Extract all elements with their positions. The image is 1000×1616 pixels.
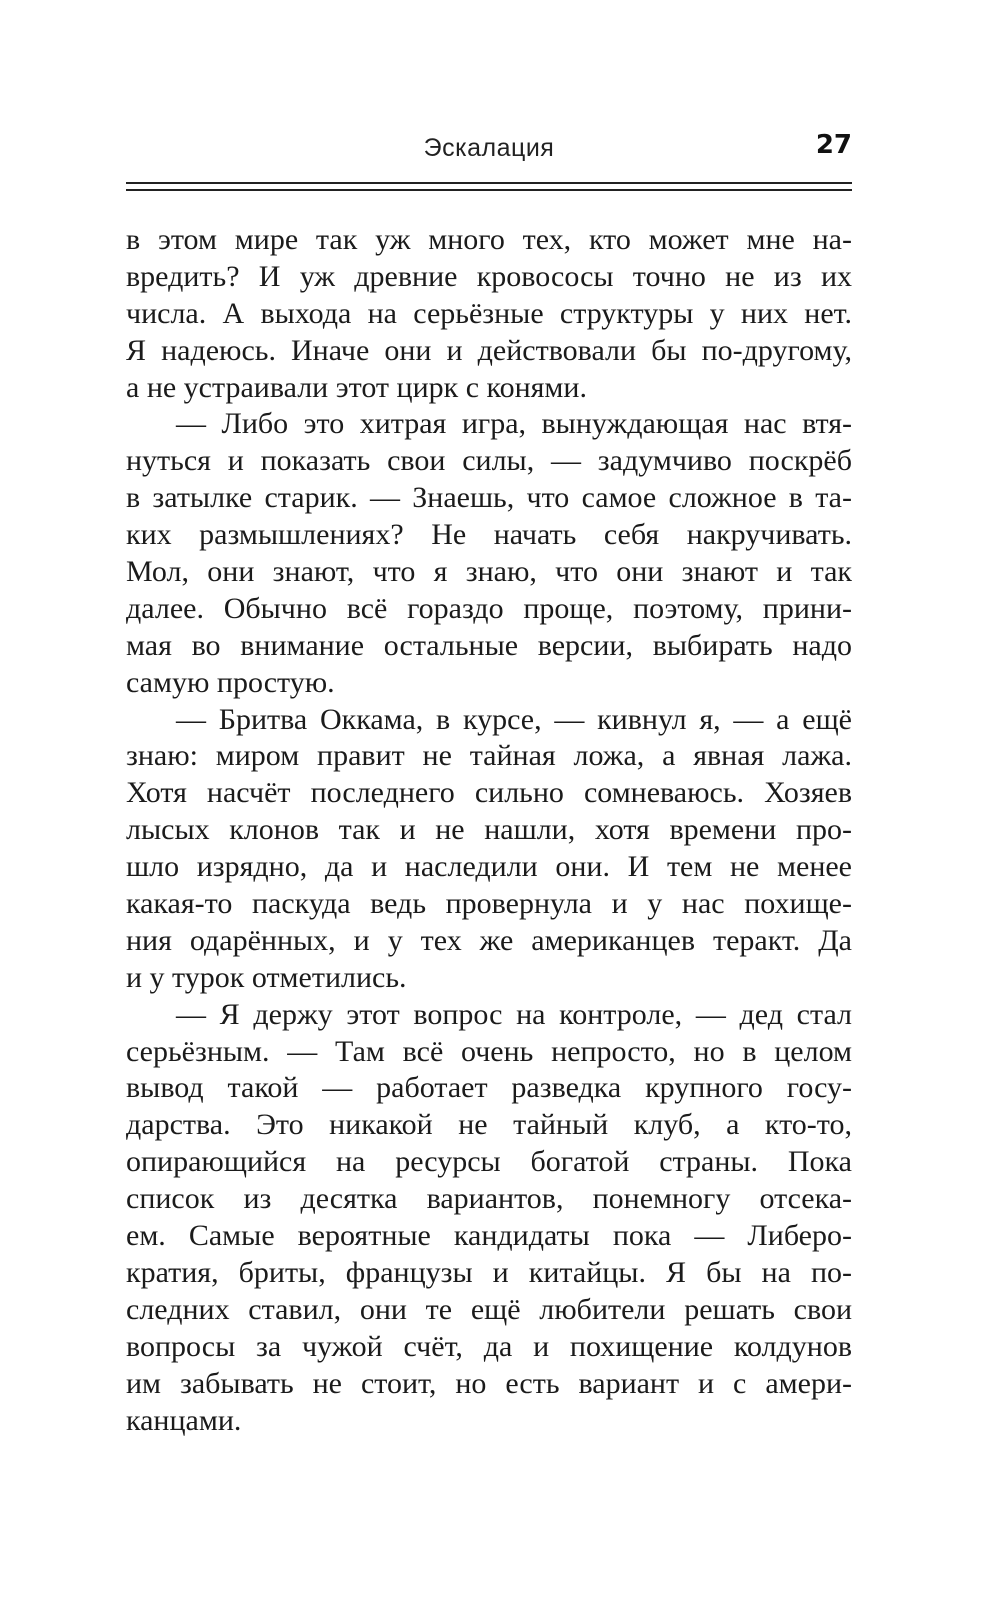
text-line: список из десятка вариантов, понемногу отсека- [126,1182,852,1216]
text-line: им забывать не стоит, но есть вариант и с амери- [126,1366,852,1400]
text-line: ких размышлениях? Не начать себя накручивать. [126,518,852,552]
text-line: шло изрядно, да и наследили они. И тем не менее [126,850,852,884]
text-line: числа. А выхода на серьёзные структуры у них нет. [126,296,852,330]
text-line: Хотя насчёт последнего сильно сомневаюсь. Хозяев [126,776,852,810]
text-line: опирающийся на ресурсы богатой страны. Пока [126,1145,852,1179]
text-line: следних ставил, они те ещё любители решать свои [126,1292,852,1326]
text-line: Я надеюсь. Иначе они и действовали бы по-другому, [126,333,852,367]
text-line: самую простую. [126,665,335,699]
paragraph-4 [126,997,852,1440]
text-line: какая-то паскуда ведь провернула и у нас похище- [126,887,852,921]
running-header [126,128,852,172]
text-line: мая во внимание остальные версии, выбирать надо [126,628,852,662]
text-line: — Я держу этот вопрос на контроле, — дед стал [176,997,852,1031]
page-number: 27 [815,130,852,160]
paragraph-1 [126,222,852,406]
text-line: — Бритва Оккама, в курсе, — кивнул я, — а ещё [176,702,852,736]
text-line: ния одарённых, и у тех же американцев теракт. Да [126,923,852,957]
text-line: знаю: миром правит не тайная ложа, а явная лажа. [126,739,852,773]
text-line: ем. Самые вероятные кандидаты пока — Либеро- [126,1219,852,1253]
text-line: канцами. [126,1403,242,1437]
text-line: кратия, бриты, французы и китайцы. Я бы на по- [126,1255,852,1289]
text-line: вредить? И уж древние кровососы точно не из их [126,259,852,293]
paragraph-2 [126,406,852,701]
text-line: лысых клонов так и не нашли, хотя времени про- [126,813,852,847]
text-line: дарства. Это никакой не тайный клуб, а кто-то, [126,1108,852,1142]
text-line: вывод такой — работает разведка крупного госу- [126,1071,852,1105]
text-line: в этом мире так уж много тех, кто может мне на- [126,223,852,256]
text-line: вопросы за чужой счёт, да и похищение колдунов [126,1329,852,1363]
text-line: далее. Обычно всё гораздо проще, поэтому, прини- [126,591,852,625]
text-line: Мол, они знают, что я знаю, что они знают и так [126,555,852,589]
text-line: в затылке старик. — Знаешь, что самое сложное в та- [126,481,852,515]
text-line: нуться и показать свои силы, — задумчиво поскрёб [126,444,852,478]
text-line: и у турок отметились. [126,960,407,994]
header-double-rule [126,182,852,191]
body-text [126,222,852,1439]
text-line: а не устраивали этот цирк с конями. [126,370,587,404]
paragraph-3 [126,702,852,997]
text-line: — Либо это хитрая игра, вынуждающая нас втя- [176,407,852,441]
running-title: Эскалация [423,134,555,162]
text-line: серьёзным. — Там всё очень непросто, но в целом [126,1034,852,1068]
